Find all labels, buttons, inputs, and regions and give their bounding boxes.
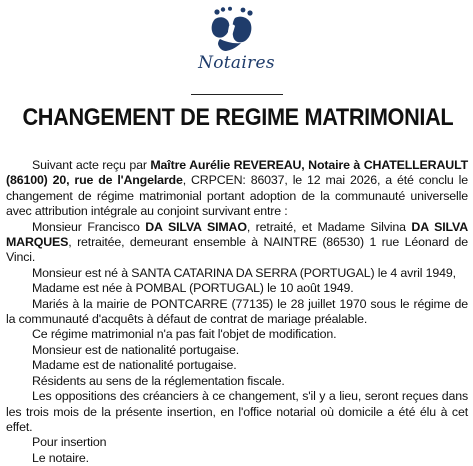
paragraph-pour-insertion: Pour insertion xyxy=(32,435,107,450)
divider-rule xyxy=(191,94,283,95)
deed-details: , CRPCEN: 86037, le 12 mai 2026, a été conclu le changement de régime matrimonial portant adoption de la communauté universelle avec attribution intégrale au conjoint survivant entre : xyxy=(6,173,468,219)
spouses-text-2: , retraité, et Madame Silvina xyxy=(246,219,412,234)
deed-intro: Suivant acte reçu par xyxy=(32,158,151,172)
notaires-wordmark: Notaires xyxy=(198,53,275,73)
spouses-text-1: Monsieur Francisco xyxy=(32,219,146,234)
paragraph-wife-nationality: Madame est de nationalité portugaise. xyxy=(32,358,237,373)
paragraph-deed xyxy=(6,158,468,220)
wife-name: DA SILVA MARQUES xyxy=(6,219,469,250)
notaires-logo xyxy=(0,6,473,76)
spouses-text-3: , retraitée, demeurant ensemble à NAINTRE (86530) 1 rue Léonard de Vinci. xyxy=(6,235,468,265)
paragraph-spouses xyxy=(6,220,468,266)
husband-name: DA SILVA SIMAO xyxy=(145,219,247,234)
notice-body xyxy=(6,158,468,466)
paragraph-husband-nationality: Monsieur est de nationalité portugaise. xyxy=(32,342,239,357)
paragraph-wife-birth: Madame est née à POMBAL (PORTUGAL) le 10 août 1949. xyxy=(32,281,354,296)
paragraph-residents: Résidents au sens de la réglementation fiscale. xyxy=(32,373,285,388)
page-title: CHANGEMENT DE REGIME MATRIMONIAL xyxy=(22,104,454,131)
notary-name: Maître Aurélie REVEREAU, Notaire à CHATELLERAULT (86100) 20, rue de l'Angelarde xyxy=(6,158,468,188)
paragraph-no-modification: Ce régime matrimonial n'a pas fait l'objet de modification. xyxy=(32,327,337,342)
paragraph-marriage: Mariés à la mairie de PONTCARRE (77135) le 28 juillet 1970 sous le régime de la communauté d'acquêts à défaut de contrat de mariage préalable. xyxy=(6,296,468,327)
notaires-emblem-icon xyxy=(206,6,258,54)
paragraph-signature: Le notaire. xyxy=(32,450,89,465)
paragraph-husband-birth: Monsieur est né à SANTA CATARINA DA SERRA (PORTUGAL) le 4 avril 1949, xyxy=(32,265,456,280)
paragraph-oppositions: Les oppositions des créanciers à ce changement, s'il y a lieu, seront reçues dans les trois mois de la présente insertion, en l'office notarial où domicile a été élu à cet effet. xyxy=(6,389,468,434)
